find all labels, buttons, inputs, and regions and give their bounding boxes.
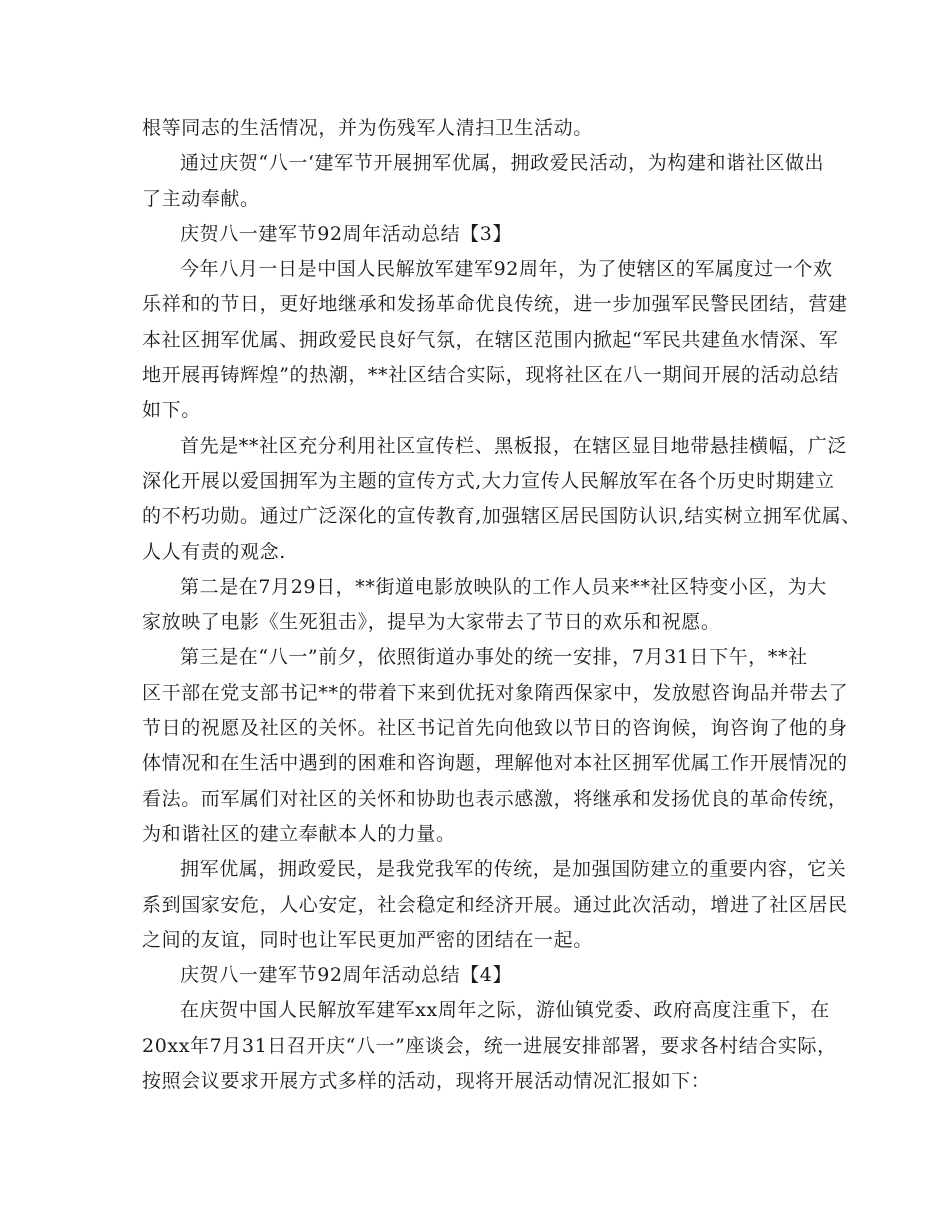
paragraph bbox=[142, 429, 861, 570]
text-line: 乐祥和的节日，更好地继承和发扬革命优良传统，进一步加强军民警民团结，营建 bbox=[142, 293, 848, 316]
text-line: 拥军优属，拥政爱民，是我党我军的传统，是加强国防建立的重要内容，它关 bbox=[180, 858, 847, 881]
text-line: 之间的友谊，同时也让军民更加严密的团结在一起。 bbox=[142, 928, 593, 951]
text-line: 第三是在“八一”前夕，依照街道办事处的统一安排，7月31日下午，**社 bbox=[180, 646, 808, 669]
paragraph bbox=[142, 570, 827, 641]
text-line: 首先是**社区充分利用社区宣传栏、黑板报，在辖区显目地带悬挂横幅，广泛 bbox=[180, 434, 848, 457]
text-line: 深化开展以爱国拥军为主题的宣传方式,大力宣传人民解放军在各个历史时期建立 bbox=[142, 469, 835, 492]
text-line: 通过庆贺“八一‘建军节开展拥军优属，拥政爱民活动，为构建和谐社区做出 bbox=[180, 152, 825, 175]
text-line: 在庆贺中国人民解放军建军xx周年之际，游仙镇党委、政府高度注重下，在 bbox=[180, 999, 830, 1022]
text-line: 为和谐社区的建立奉献本人的力量。 bbox=[142, 822, 456, 845]
text-line: 体情况和在生活中遇到的困难和咨询题，理解他对本社区拥军优属工作开展情况的 bbox=[142, 752, 848, 775]
text-line: 看法。而军属们对社区的关怀和协助也表示感激，将继承和发扬优良的革命传统， bbox=[142, 787, 848, 810]
text-line: 节日的祝愿及社区的关怀。社区书记首先向他致以节日的咨询候，询咨询了他的身 bbox=[142, 717, 848, 740]
text-line: 地开展再铸辉煌”的热潮，**社区结合实际，现将社区在八一期间开展的活动总结 bbox=[142, 364, 839, 387]
paragraph bbox=[142, 958, 820, 993]
paragraph bbox=[142, 640, 849, 852]
paragraph bbox=[142, 252, 848, 428]
paragraph bbox=[142, 111, 820, 146]
text-line: 人人有责的观念. bbox=[142, 540, 286, 563]
text-line: 根等同志的生活情况，并为伤残军人清扫卫生活动。 bbox=[142, 117, 593, 139]
paragraph bbox=[142, 993, 837, 1099]
text-line: 按照会议要求开展方式多样的活动，现将开展活动情况汇报如下： bbox=[142, 1070, 711, 1093]
text-line: 的不朽功勋。通过广泛深化的宣传教育,加强辖区居民国防认识,结实树立拥军优属、 bbox=[142, 505, 861, 528]
text-line: 家放映了电影《生死狙击》，提早为大家带去了节日的欢乐和祝愿。 bbox=[142, 611, 721, 634]
text-line: 系到国家安危，人心安定，社会稳定和经济开展。通过此次活动，增进了社区居民 bbox=[142, 893, 848, 916]
text-line: 如下。 bbox=[142, 399, 201, 422]
paragraph bbox=[142, 146, 825, 217]
paragraph bbox=[142, 217, 820, 252]
text-line: 第二是在7月29日，**街道电影放映队的工作人员来**社区特变小区，为大 bbox=[180, 575, 827, 598]
text-line: 庆贺八一建军节92周年活动总结【3】 bbox=[180, 222, 513, 245]
text-line: 20xx年7月31日召开庆“八一”座谈会，统一进展安排部署，要求各村结合实际， bbox=[142, 1034, 837, 1057]
text-line: 今年八月一日是中国人民解放军建军92周年，为了使辖区的军属度过一个欢 bbox=[180, 258, 833, 281]
text-line: 了主动奉献。 bbox=[142, 187, 260, 210]
document-body bbox=[142, 111, 861, 1099]
text-line: 庆贺八一建军节92周年活动总结【4】 bbox=[180, 964, 513, 987]
paragraph bbox=[142, 852, 848, 958]
text-line: 区干部在党支部书记**的带着下来到优抚对象隋西保家中，发放慰咨询品并带去了 bbox=[142, 681, 849, 704]
text-line: 本社区拥军优属、拥政爱民良好气氛，在辖区范围内掀起“军民共建鱼水情深、军 bbox=[142, 328, 839, 351]
